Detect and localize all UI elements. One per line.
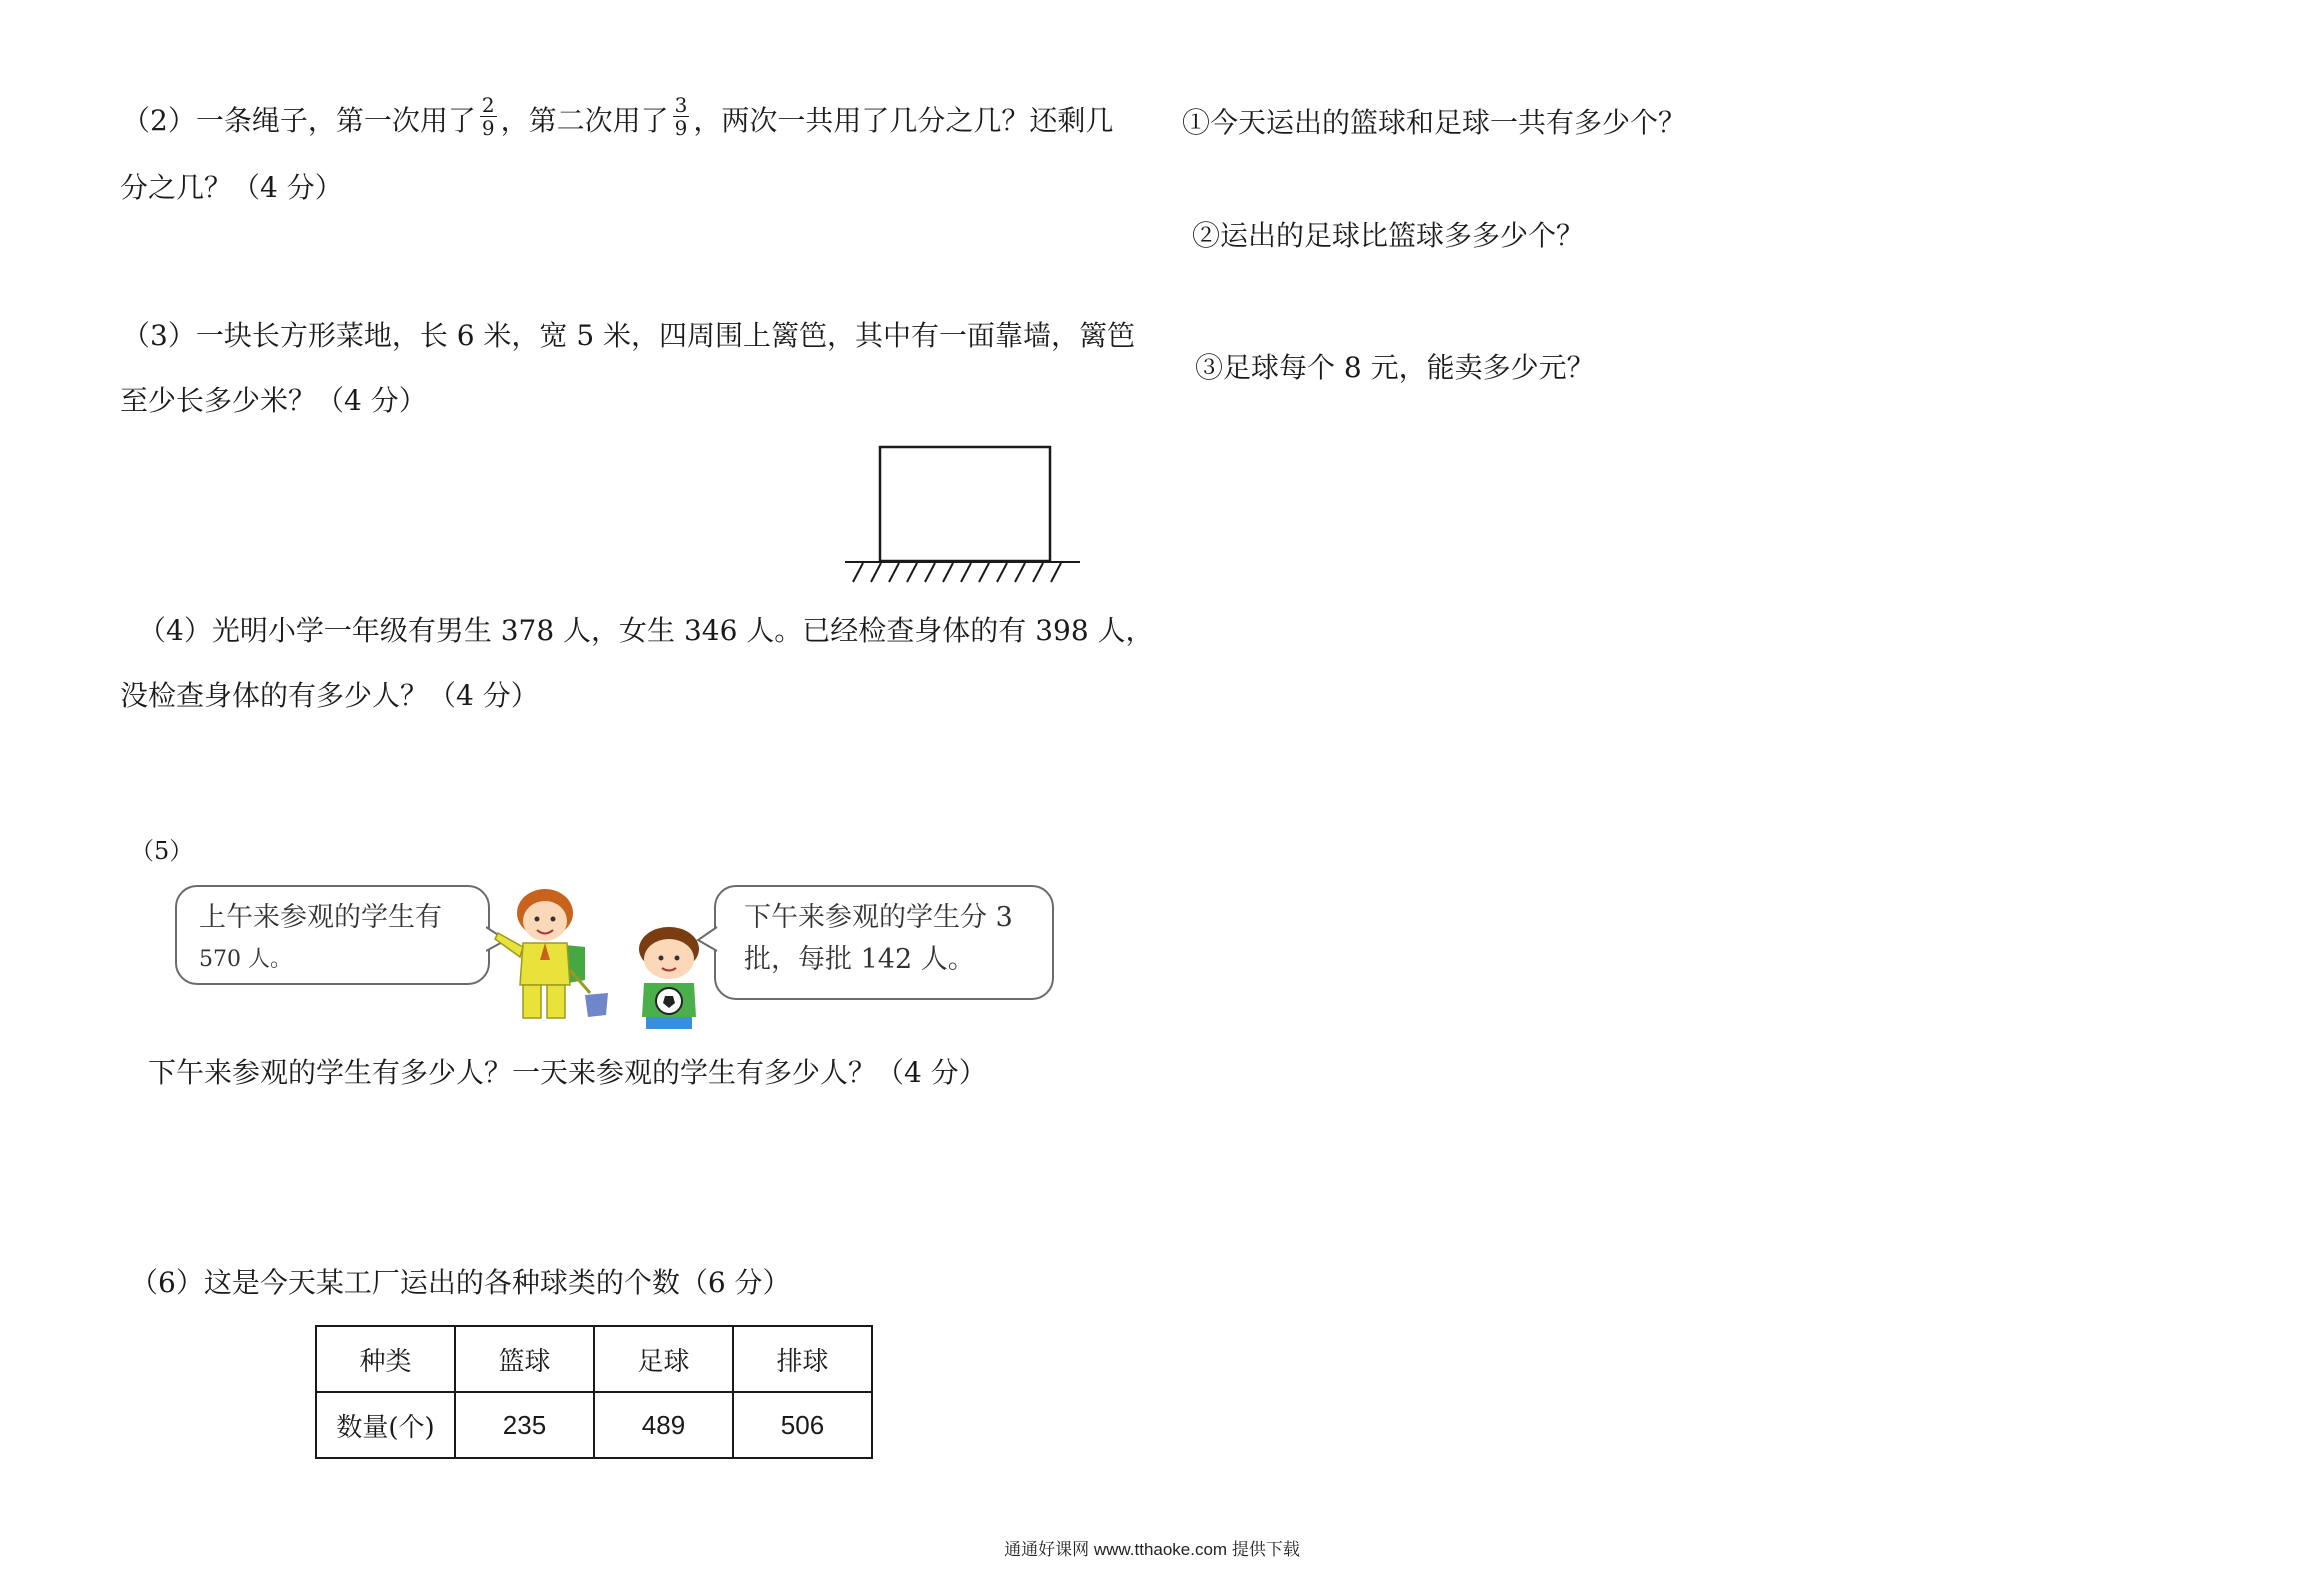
question-3-line-2: 至少长多少米？（4 分） — [120, 384, 427, 417]
table-row — [316, 1326, 872, 1392]
speech-bubble-morning — [175, 885, 490, 985]
bubble-afternoon-line-2: 批，每批 142 人。 — [744, 944, 975, 975]
table-cell-football: 489 — [594, 1392, 733, 1458]
question-2-line-2: 分之几？（4 分） — [120, 171, 343, 204]
page-footer: 通通好课网 www.tthaoke.com 提供下载 — [1004, 1540, 1300, 1559]
bubble-afternoon-line-1: 下午来参观的学生分 3 — [744, 902, 1013, 933]
question-6-sub-1: ①今天运出的篮球和足球一共有多少个？ — [1182, 106, 1687, 139]
wall-hatching — [853, 563, 1061, 582]
bubble-tail-right — [696, 925, 718, 955]
boy1-face — [523, 901, 567, 941]
q2-text-c: ，两次一共用了几分之几？还剩几 — [693, 104, 1114, 137]
q2-text-b: ，第二次用了 — [500, 104, 669, 137]
table-header-cell: 篮球 — [455, 1326, 594, 1392]
question-4-line-1: （4）光明小学一年级有男生 378 人，女生 346 人。已经检查身体的有 398 人， — [138, 614, 1154, 647]
question-6-sub-3: ③足球每个 8 元，能卖多少元？ — [1195, 351, 1595, 384]
question-4-line-2: 没检查身体的有多少人？（4 分） — [120, 679, 539, 712]
fraction-two-ninths: $\frac{2}{9}$ — [481, 93, 495, 140]
bubble-morning-line-1: 上午来参观的学生有 — [199, 902, 442, 933]
table-row-label: 数量(个) — [316, 1392, 455, 1458]
table-header-cell: 种类 — [316, 1326, 455, 1392]
boy2-face — [644, 939, 694, 979]
table-cell-volleyball: 506 — [733, 1392, 872, 1458]
question-6-title: （6）这是今天某工厂运出的各种球类的个数（6 分） — [130, 1266, 791, 1299]
table-cell-basketball: 235 — [455, 1392, 594, 1458]
garden-wall-diagram — [835, 440, 1085, 590]
question-5-text: 下午来参观的学生有多少人？一天来参观的学生有多少人？（4 分） — [148, 1056, 987, 1089]
table-row — [316, 1392, 872, 1458]
table-header-cell: 排球 — [733, 1326, 872, 1392]
boy1-bag — [585, 993, 608, 1017]
q2-text-a: （2）一条绳子，第一次用了 — [122, 104, 476, 137]
bubble-morning-line-2: 570 人。 — [199, 947, 292, 972]
ball-count-table — [315, 1325, 873, 1459]
question-6-sub-2: ②运出的足球比篮球多多少个？ — [1192, 219, 1585, 252]
question-5-label: （5） — [130, 837, 194, 865]
boy-pointing-illustration — [490, 885, 615, 1020]
garden-rectangle — [880, 447, 1050, 561]
question-3-line-1: （3）一块长方形菜地，长 6 米，宽 5 米，四周围上篱笆，其中有一面靠墙，篱笆 — [122, 319, 1136, 352]
boy1-arm — [495, 933, 523, 957]
fraction-three-ninths: $\frac{3}{9}$ — [674, 93, 688, 140]
question-2-line-1 — [122, 88, 1113, 154]
table-header-cell: 足球 — [594, 1326, 733, 1392]
speech-bubble-afternoon — [714, 885, 1054, 1000]
